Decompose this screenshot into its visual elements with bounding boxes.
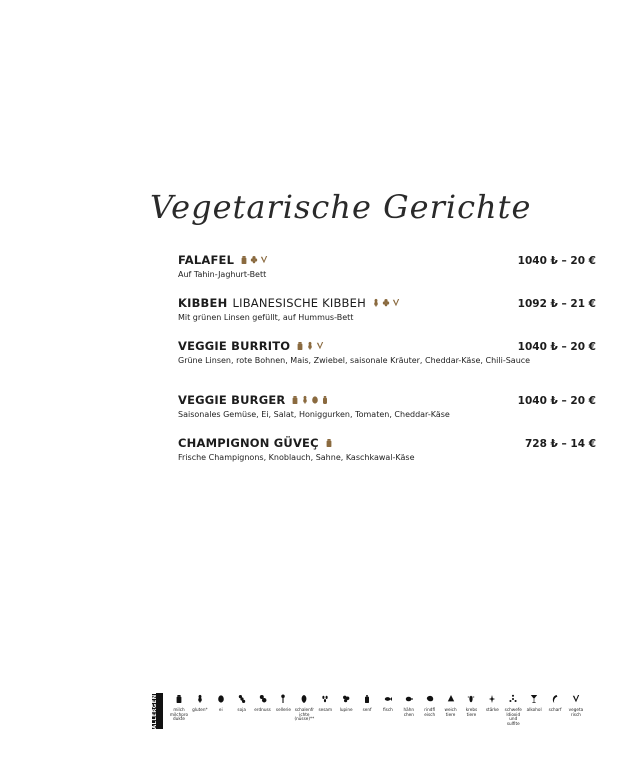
dish-name: VEGGIE BURRITO	[178, 339, 291, 353]
dish-allergen-icons	[296, 341, 324, 351]
mustard-icon	[363, 693, 371, 705]
dish-name: FALAFEL	[178, 253, 235, 267]
allergen-legend-item	[399, 693, 419, 726]
allergen-label: lupine	[339, 707, 353, 712]
wheat-icon	[301, 395, 309, 405]
fish-icon	[384, 693, 392, 705]
sulphite-icon	[509, 693, 517, 705]
crustacean-icon	[467, 693, 475, 705]
wheat-icon	[306, 341, 314, 351]
menu-item	[178, 389, 596, 420]
dish-description: Frische Champignons, Knoblauch, Sahne, Kaschkawal-Käse	[178, 453, 415, 462]
soy-icon	[238, 693, 246, 705]
dish-price: 1040 ₺ – 20 €	[517, 341, 596, 353]
allergen-legend	[152, 690, 587, 729]
beef-icon	[426, 693, 434, 705]
allergen-legend-item	[211, 693, 231, 726]
allergen-legend-item	[524, 693, 544, 726]
dish-allergen-icons	[325, 438, 333, 448]
allergen-legend-item	[357, 693, 377, 726]
dish-price: 728 ₺ – 14 €	[524, 438, 596, 450]
allergen-legend-item	[253, 693, 273, 726]
allergen-tag: ALLERGENE	[152, 693, 163, 729]
allergen-label: alkohol	[526, 707, 542, 712]
vegetarian-v-icon	[572, 693, 580, 705]
egg-icon	[311, 395, 319, 405]
allergen-label: rindfl eisch	[424, 707, 436, 717]
allergen-label: schwefe ldioxid und sulfite	[504, 707, 522, 726]
allergen-legend-item	[566, 693, 586, 726]
dish-allergen-icons	[372, 298, 400, 308]
allergen-legend-item	[232, 693, 252, 726]
dish-price: 1040 ₺ – 20 €	[517, 395, 596, 407]
allergen-label: sellerie	[275, 707, 292, 712]
menu-item	[178, 432, 596, 463]
dish-subtitle: LIBANESISCHE KIBBEH	[232, 296, 366, 310]
allergen-label: milch milchpro dukte	[169, 707, 189, 722]
allergen-legend-item	[503, 693, 523, 726]
nut-icon	[300, 693, 308, 705]
dish-description: Grüne Linsen, rote Bohnen, Mais, Zwiebel, saisonale Kräuter, Cheddar-Käse, Chili-Sauce	[178, 356, 531, 365]
dish-price: 1092 ₺ – 21 €	[517, 298, 596, 310]
menu-item	[178, 335, 596, 366]
allergen-legend-item	[294, 693, 314, 726]
starch-icon	[488, 693, 496, 705]
chili-icon	[551, 693, 559, 705]
allergen-label: krebs tiere	[465, 707, 478, 717]
allergen-legend-item	[190, 693, 210, 726]
dish-description: Saisonales Gemüse, Ei, Salat, Honiggurken, Tomaten, Cheddar-Käse	[178, 410, 450, 419]
allergen-label: weich tiere	[444, 707, 457, 717]
allergen-legend-item	[482, 693, 502, 726]
allergen-label: vegeta risch	[568, 707, 584, 717]
celery-icon	[279, 693, 287, 705]
dish-name: VEGGIE BURGER	[178, 393, 286, 407]
allergen-legend-item	[420, 693, 440, 726]
milk-bottle-icon	[325, 438, 333, 448]
dish-price: 1040 ₺ – 20 €	[517, 255, 596, 267]
allergen-legend-item	[461, 693, 481, 726]
allergen-label: sesam	[318, 707, 333, 712]
chicken-icon	[405, 693, 413, 705]
allergen-legend-item	[315, 693, 335, 726]
allergen-label: gluten*	[192, 707, 208, 712]
wheat-icon	[372, 298, 380, 308]
allergen-legend-item	[441, 693, 461, 726]
allergen-legend-item	[273, 693, 293, 726]
dish-heading	[178, 249, 268, 268]
milk-bottle-icon	[296, 341, 304, 351]
allergen-legend-item	[378, 693, 398, 726]
flower-icon	[382, 298, 390, 308]
allergen-label: ei	[218, 707, 223, 712]
egg-icon	[217, 693, 225, 705]
dish-heading	[178, 292, 400, 311]
dish-description: Mit grünen Linsen gefüllt, auf Hummus-Bett	[178, 313, 354, 322]
bottle-icon	[321, 395, 329, 405]
allergen-label: stärke	[485, 707, 499, 712]
allergen-label: soja	[237, 707, 246, 712]
milk-bottle-icon	[240, 255, 248, 265]
milk-bottle-icon	[291, 395, 299, 405]
alcohol-icon	[530, 693, 538, 705]
mollusc-icon	[447, 693, 455, 705]
allergen-label: senf	[362, 707, 372, 712]
flower-icon	[250, 255, 258, 265]
peanut-icon	[259, 693, 267, 705]
wheat-icon	[196, 693, 204, 705]
section-title: Vegetarische Gerichte	[150, 188, 532, 226]
dish-allergen-icons	[291, 395, 329, 405]
dish-heading	[178, 389, 329, 408]
dish-allergen-icons	[240, 255, 268, 265]
vegetarian-v-icon	[392, 298, 400, 308]
dish-heading	[178, 335, 324, 354]
allergen-label: hähn chen	[403, 707, 415, 717]
milk-bottle-icon	[175, 693, 183, 705]
allergen-label: fisch	[383, 707, 393, 712]
allergen-label: erdnuss	[254, 707, 271, 712]
menu-item	[178, 292, 596, 323]
lupine-icon	[342, 693, 350, 705]
dish-heading	[178, 432, 333, 451]
vegetarian-v-icon	[260, 255, 268, 265]
allergen-label: schalenfr ichte (nüsse)**	[294, 707, 315, 722]
allergen-label: scharf	[548, 707, 562, 712]
sesame-icon	[321, 693, 329, 705]
menu-item	[178, 249, 596, 280]
vegetarian-v-icon	[316, 341, 324, 351]
dish-name: KIBBEH	[178, 296, 228, 310]
dish-description: Auf Tahin-Jaghurt-Bett	[178, 270, 267, 279]
dish-name: CHAMPIGNON GÜVEÇ	[178, 436, 319, 450]
allergen-legend-item	[169, 693, 189, 726]
allergen-legend-item	[545, 693, 565, 726]
allergen-legend-item	[336, 693, 356, 726]
